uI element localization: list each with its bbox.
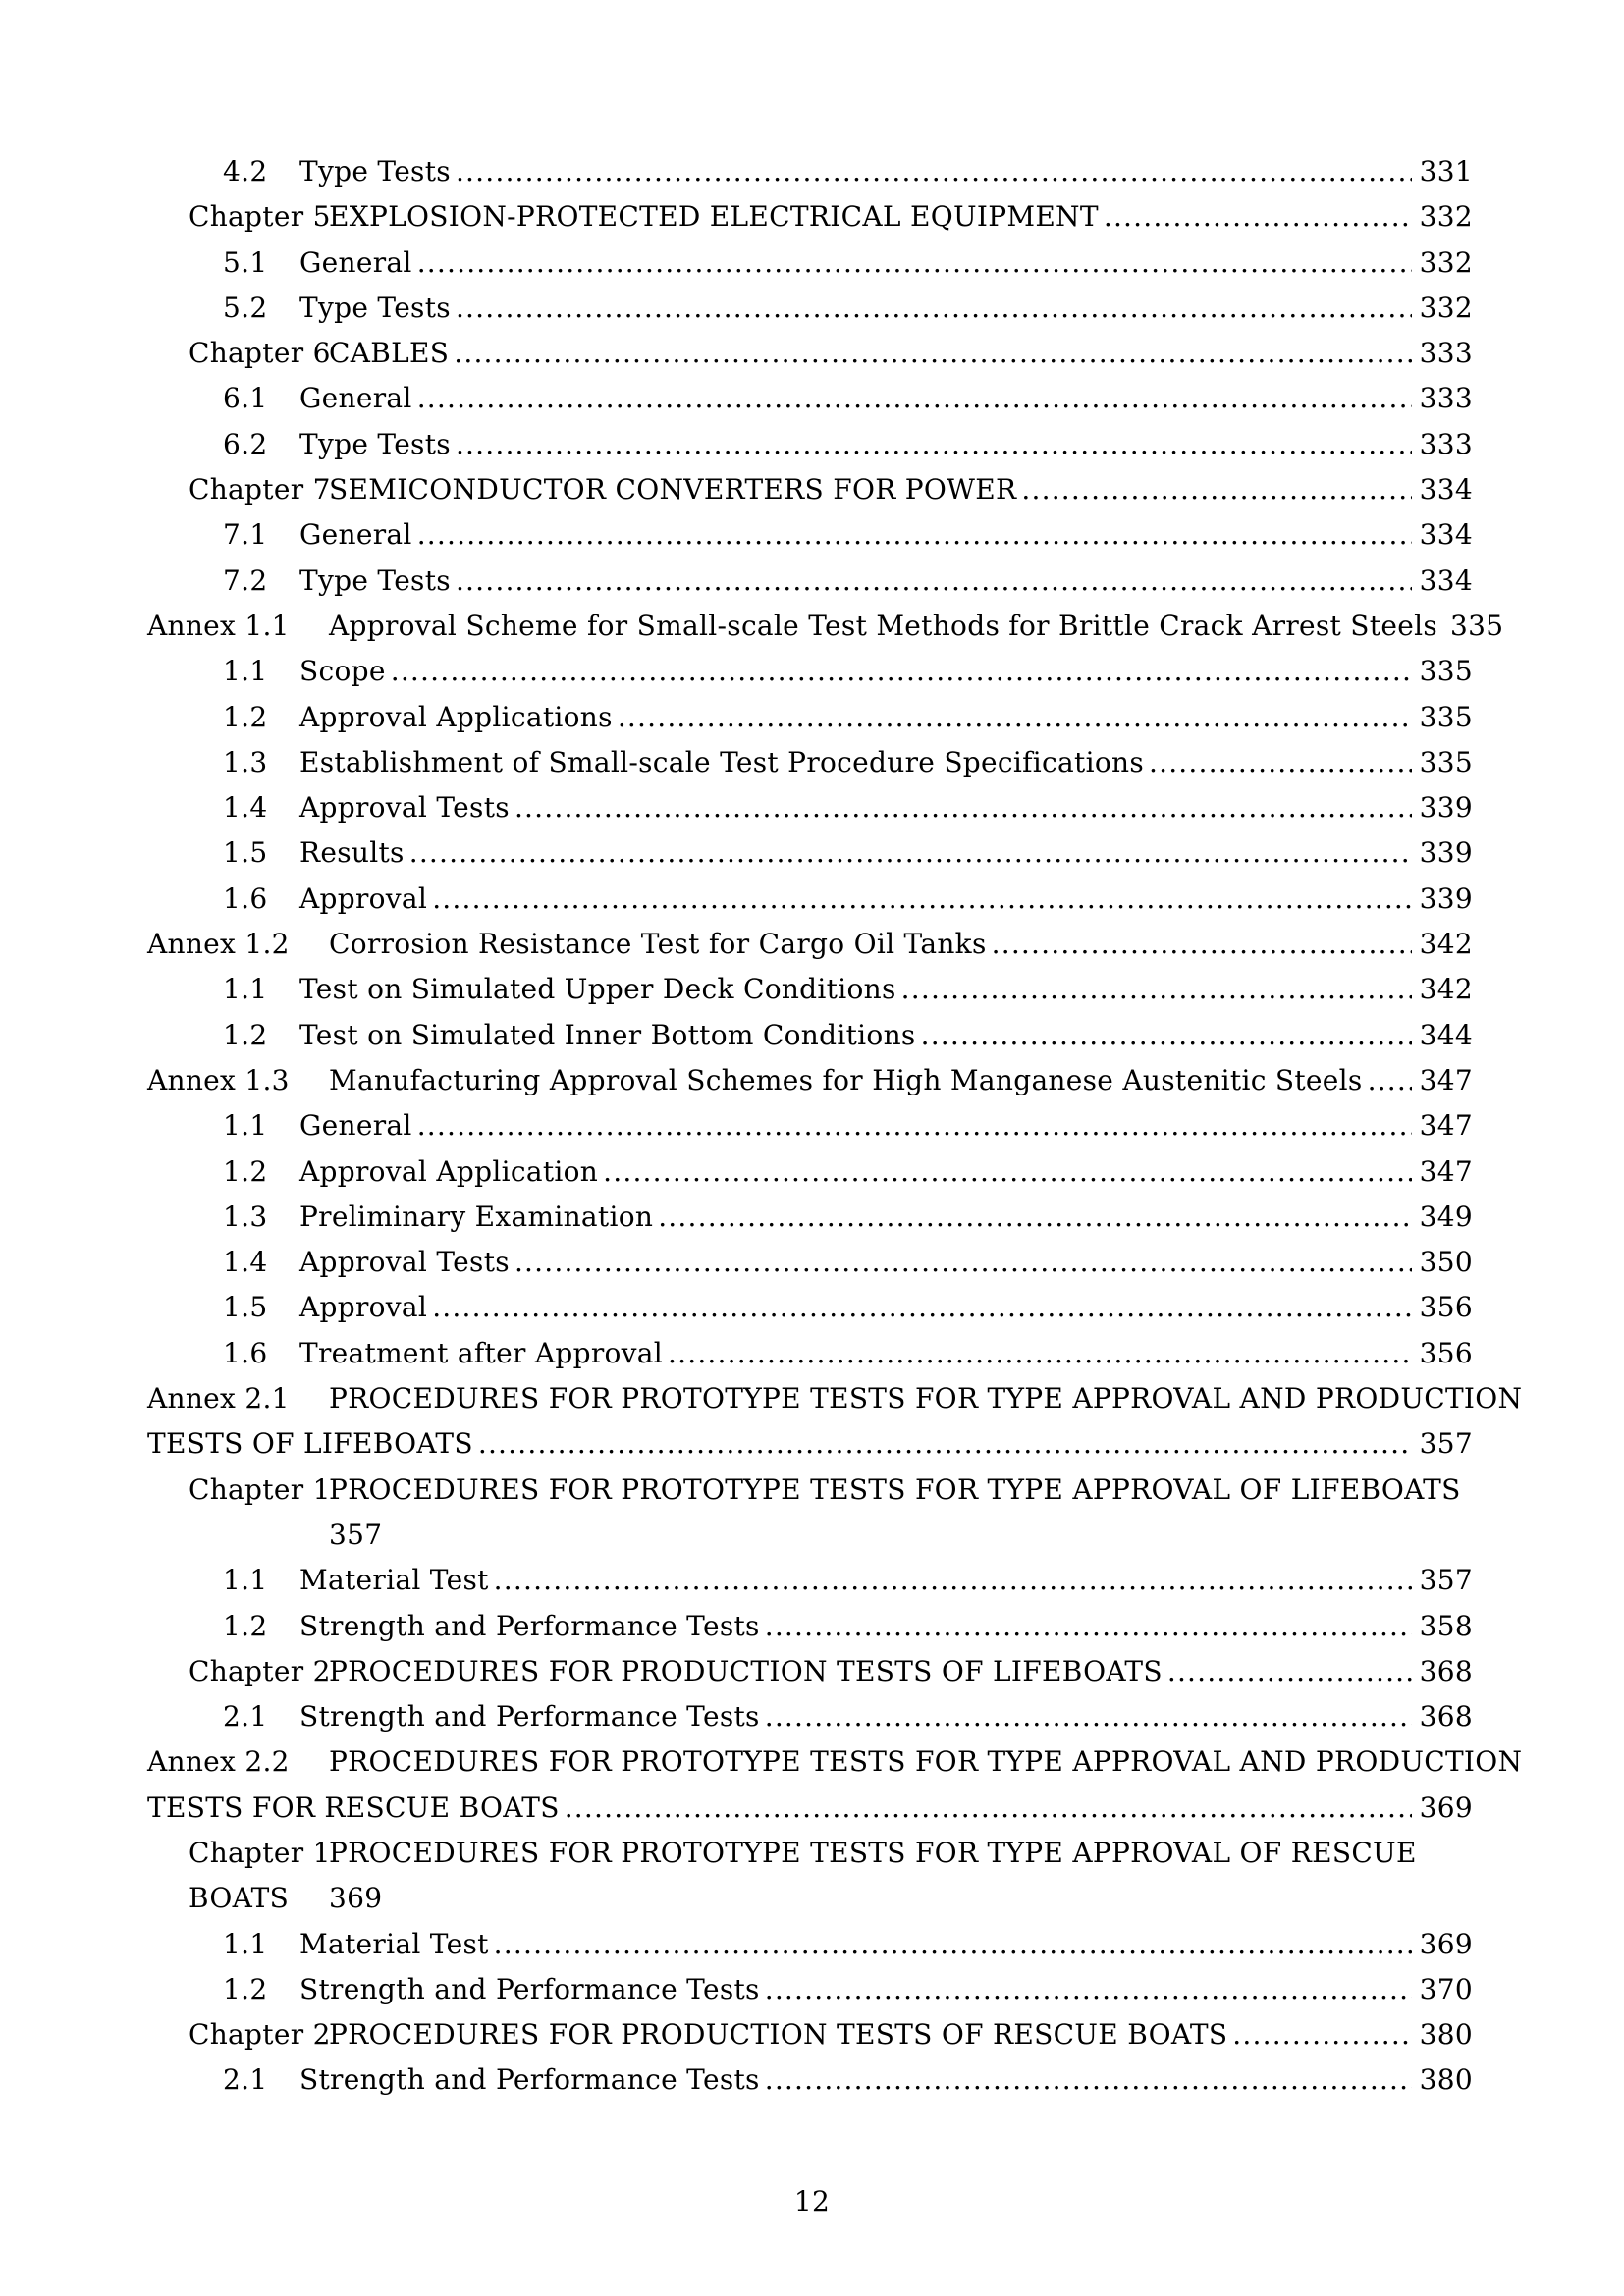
toc-entry-page: 332 bbox=[1419, 291, 1473, 324]
toc-entry-page: 335 bbox=[1450, 609, 1504, 642]
toc-entry-title: Strength and Performance Tests bbox=[299, 1609, 760, 1642]
toc-entry-page: 356 bbox=[1419, 1291, 1473, 1324]
dot-leader bbox=[901, 967, 1412, 1012]
dot-leader bbox=[417, 1103, 1412, 1148]
toc-entry-label: 6.1 bbox=[223, 382, 268, 415]
dot-leader bbox=[494, 1558, 1412, 1603]
toc-entry-label: 1.2 bbox=[223, 700, 268, 733]
toc-entry-label: 1.2 bbox=[223, 1972, 268, 2005]
toc-entry[interactable] bbox=[147, 512, 1473, 558]
page-number: 12 bbox=[793, 2185, 831, 2217]
table-of-contents bbox=[147, 149, 1523, 2104]
toc-entry-page: 344 bbox=[1419, 1018, 1473, 1051]
toc-entry-title: TESTS FOR RESCUE BOATS bbox=[147, 1790, 560, 1824]
toc-entry-title: Approval Application bbox=[299, 1154, 599, 1188]
toc-entry-label: Chapter 6 bbox=[189, 337, 331, 370]
toc-entry-title: Material Test bbox=[299, 1927, 489, 1960]
toc-entry-page: 331 bbox=[1419, 155, 1473, 187]
toc-entry-page: 335 bbox=[1419, 745, 1473, 778]
toc-entry-label: Annex 1.1 bbox=[147, 609, 290, 642]
toc-entry-page: 357 bbox=[1419, 1564, 1473, 1597]
toc-entry-title-continued: BOATS bbox=[189, 1882, 290, 1915]
page-footer bbox=[0, 2185, 1624, 2218]
toc-entry-label: 1.1 bbox=[223, 1927, 268, 1960]
toc-entry[interactable] bbox=[147, 740, 1473, 785]
toc-entry-page: 368 bbox=[1419, 1700, 1473, 1734]
toc-entry-page: 333 bbox=[1419, 427, 1473, 460]
dot-leader bbox=[1368, 1058, 1412, 1103]
dot-leader bbox=[992, 922, 1412, 967]
dot-leader bbox=[765, 1694, 1412, 1739]
toc-entry-page: 349 bbox=[1419, 1200, 1473, 1233]
toc-entry[interactable] bbox=[147, 1694, 1473, 1739]
dot-leader bbox=[514, 785, 1412, 830]
toc-entry[interactable] bbox=[147, 1786, 1473, 1831]
toc-entry-page: 335 bbox=[1419, 700, 1473, 733]
toc-entry-title: Approval Tests bbox=[299, 1246, 510, 1279]
toc-entry-title: PROCEDURES FOR PROTOTYPE TESTS FOR TYPE APPROVAL OF LIFEBOATS bbox=[329, 1472, 1461, 1506]
toc-entry[interactable] bbox=[147, 1376, 1523, 1421]
toc-entry-page: 369 bbox=[329, 1882, 383, 1915]
toc-entry[interactable] bbox=[147, 2057, 1473, 2103]
toc-entry-label: 1.2 bbox=[223, 1609, 268, 1642]
dot-leader bbox=[417, 376, 1412, 421]
toc-entry-label: 1.6 bbox=[223, 881, 268, 915]
toc-entry-page: 335 bbox=[1419, 655, 1473, 688]
toc-entry-label: Chapter 2 bbox=[189, 1654, 331, 1687]
toc-entry-page: 332 bbox=[1419, 200, 1473, 234]
toc-entry-page: 339 bbox=[1419, 881, 1473, 915]
toc-entry-title: PROCEDURES FOR PROTOTYPE TESTS FOR TYPE APPROVAL OF RESCUE bbox=[329, 1836, 1417, 1869]
toc-entry-page: 333 bbox=[1419, 337, 1473, 370]
toc-entry[interactable] bbox=[147, 240, 1473, 286]
toc-entry-title: Results bbox=[299, 836, 405, 870]
dot-leader bbox=[417, 240, 1412, 286]
toc-entry[interactable] bbox=[147, 1922, 1473, 1967]
toc-entry-page: 334 bbox=[1419, 563, 1473, 597]
toc-entry-title: Treatment after Approval bbox=[299, 1336, 664, 1369]
toc-entry-title: SEMICONDUCTOR CONVERTERS FOR POWER bbox=[329, 473, 1017, 507]
toc-entry-label: 1.1 bbox=[223, 973, 268, 1006]
toc-entry[interactable] bbox=[147, 1831, 1473, 1876]
toc-entry[interactable] bbox=[147, 194, 1473, 240]
toc-entry-title: PROCEDURES FOR PRODUCTION TESTS OF LIFEBOATS bbox=[329, 1654, 1163, 1687]
toc-entry[interactable] bbox=[147, 1013, 1473, 1058]
dot-leader bbox=[456, 422, 1412, 467]
toc-entry-title: General bbox=[299, 1109, 412, 1143]
toc-entry-label: 2.1 bbox=[223, 1700, 268, 1734]
toc-entry[interactable] bbox=[147, 695, 1473, 740]
toc-entry-title: Manufacturing Approval Schemes for High Manganese Austenitic Steels bbox=[329, 1063, 1363, 1096]
dot-leader bbox=[618, 695, 1412, 740]
toc-entry-page: 339 bbox=[1419, 836, 1473, 870]
dot-leader bbox=[765, 1967, 1412, 2012]
toc-entry-label: 1.1 bbox=[223, 655, 268, 688]
toc-entry-page: 369 bbox=[1419, 1927, 1473, 1960]
toc-entry-title: Approval bbox=[299, 881, 428, 915]
toc-entry-title: PROCEDURES FOR PROTOTYPE TESTS FOR TYPE APPROVAL AND PRODUCTION bbox=[329, 1745, 1523, 1779]
toc-entry-label: 1.2 bbox=[223, 1018, 268, 1051]
dot-leader bbox=[921, 1013, 1412, 1058]
toc-entry-title: Approval Tests bbox=[299, 791, 510, 825]
toc-entry[interactable] bbox=[147, 559, 1473, 604]
toc-entry[interactable] bbox=[147, 1468, 1473, 1513]
toc-entry-title: General bbox=[299, 245, 412, 279]
toc-entry[interactable] bbox=[147, 1103, 1473, 1148]
toc-entry-label: 5.2 bbox=[223, 291, 268, 324]
toc-entry[interactable] bbox=[147, 649, 1473, 694]
toc-entry-page: 350 bbox=[1419, 1246, 1473, 1279]
toc-entry-label: 2.1 bbox=[223, 2063, 268, 2097]
toc-entry-page: 356 bbox=[1419, 1336, 1473, 1369]
toc-entry-label: Chapter 2 bbox=[189, 2018, 331, 2052]
dot-leader bbox=[765, 2057, 1412, 2103]
toc-entry-page: 347 bbox=[1419, 1109, 1473, 1143]
dot-leader bbox=[409, 830, 1412, 876]
toc-entry-label: Chapter 5 bbox=[189, 200, 331, 234]
toc-entry-label: Annex 1.3 bbox=[147, 1063, 290, 1096]
toc-entry-label: 1.1 bbox=[223, 1564, 268, 1597]
toc-entry-page: 347 bbox=[1419, 1063, 1473, 1096]
toc-entry-title: Approval Scheme for Small-scale Test Methods for Brittle Crack Arrest Steels bbox=[329, 609, 1437, 642]
toc-entry-page: 347 bbox=[1419, 1154, 1473, 1188]
dot-leader bbox=[514, 1240, 1412, 1285]
toc-entry-page: 368 bbox=[1419, 1654, 1473, 1687]
dot-leader bbox=[391, 649, 1412, 694]
toc-entry-label: 4.2 bbox=[223, 155, 268, 187]
toc-entry-label: 1.4 bbox=[223, 1246, 268, 1279]
toc-entry[interactable] bbox=[147, 785, 1473, 830]
toc-entry-page: 370 bbox=[1419, 1972, 1473, 2005]
dot-leader bbox=[565, 1786, 1412, 1831]
toc-entry-title: Type Tests bbox=[299, 563, 451, 597]
toc-entry-page: 358 bbox=[1419, 1609, 1473, 1642]
toc-entry-title: Scope bbox=[299, 655, 386, 688]
toc-entry-label: Annex 2.1 bbox=[147, 1382, 290, 1415]
toc-entry[interactable] bbox=[147, 149, 1473, 194]
dot-leader bbox=[456, 286, 1412, 331]
toc-entry[interactable] bbox=[147, 1967, 1473, 2012]
dot-leader bbox=[658, 1195, 1411, 1240]
dot-leader bbox=[1021, 467, 1411, 512]
toc-entry-page: 339 bbox=[1419, 791, 1473, 825]
toc-entry-page: 369 bbox=[1419, 1790, 1473, 1824]
toc-entry[interactable] bbox=[147, 1058, 1473, 1103]
dot-leader bbox=[603, 1149, 1412, 1195]
toc-entry-title: Approval Applications bbox=[299, 700, 613, 733]
dot-leader bbox=[1232, 2012, 1411, 2057]
toc-entry-title: Preliminary Examination bbox=[299, 1200, 654, 1233]
toc-entry-label: 1.3 bbox=[223, 745, 268, 778]
toc-entry-label: Annex 1.2 bbox=[147, 928, 290, 961]
dot-leader bbox=[478, 1421, 1412, 1467]
dot-leader bbox=[417, 512, 1412, 558]
toc-entry-title: PROCEDURES FOR PRODUCTION TESTS OF RESCUE BOATS bbox=[329, 2018, 1228, 2052]
toc-entry-label: Chapter 7 bbox=[189, 473, 331, 507]
dot-leader bbox=[456, 149, 1412, 194]
toc-entry[interactable] bbox=[147, 286, 1473, 331]
toc-entry-title: Test on Simulated Inner Bottom Conditions bbox=[299, 1018, 916, 1051]
toc-entry-label: 1.3 bbox=[223, 1200, 268, 1233]
toc-entry[interactable] bbox=[147, 331, 1473, 376]
dot-leader bbox=[432, 1285, 1411, 1330]
toc-entry[interactable] bbox=[147, 1240, 1473, 1285]
dot-leader bbox=[456, 559, 1412, 604]
toc-entry-label: 1.2 bbox=[223, 1154, 268, 1188]
dot-leader bbox=[454, 331, 1411, 376]
toc-entry-title: CABLES bbox=[329, 337, 450, 370]
dot-leader bbox=[1149, 740, 1412, 785]
toc-entry[interactable] bbox=[147, 922, 1473, 967]
toc-entry[interactable] bbox=[147, 1421, 1473, 1467]
toc-entry-label: 6.2 bbox=[223, 427, 268, 460]
toc-entry-page: 357 bbox=[1419, 1427, 1473, 1461]
toc-entry-page: 334 bbox=[1419, 518, 1473, 552]
toc-entry-label: 1.4 bbox=[223, 791, 268, 825]
toc-entry-title: General bbox=[299, 518, 412, 552]
toc-entry[interactable] bbox=[147, 967, 1473, 1012]
toc-entry-page: 380 bbox=[1419, 2063, 1473, 2097]
toc-entry-title: Strength and Performance Tests bbox=[299, 2063, 760, 2097]
dot-leader bbox=[432, 877, 1411, 922]
toc-entry[interactable] bbox=[147, 1649, 1473, 1694]
toc-entry-label: 1.1 bbox=[223, 1109, 268, 1143]
toc-entry-title: Strength and Performance Tests bbox=[299, 1972, 760, 2005]
toc-entry-label: Chapter 1 bbox=[189, 1472, 331, 1506]
toc-entry-label: Chapter 1 bbox=[189, 1836, 331, 1869]
toc-entry-page: 342 bbox=[1419, 928, 1473, 961]
toc-entry[interactable] bbox=[147, 1331, 1473, 1376]
toc-entry-title: TESTS OF LIFEBOATS bbox=[147, 1427, 473, 1461]
toc-entry-label: 7.2 bbox=[223, 563, 268, 597]
toc-entry-title: Type Tests bbox=[299, 155, 451, 187]
toc-entry[interactable] bbox=[147, 467, 1473, 512]
toc-entry[interactable] bbox=[147, 2012, 1473, 2057]
dot-leader bbox=[668, 1331, 1412, 1376]
toc-entry-page: 333 bbox=[1419, 382, 1473, 415]
toc-entry-label: 7.1 bbox=[223, 518, 268, 552]
toc-entry-page: 342 bbox=[1419, 973, 1473, 1006]
toc-entry[interactable] bbox=[147, 1195, 1473, 1240]
toc-entry[interactable] bbox=[147, 1285, 1473, 1330]
toc-entry[interactable] bbox=[147, 1513, 1473, 1558]
toc-entry-label: 1.5 bbox=[223, 836, 268, 870]
dot-leader bbox=[1167, 1649, 1412, 1694]
toc-entry-label: 1.6 bbox=[223, 1336, 268, 1369]
toc-entry-title: Strength and Performance Tests bbox=[299, 1700, 760, 1734]
toc-entry-label: 5.1 bbox=[223, 245, 268, 279]
dot-leader bbox=[494, 1922, 1412, 1967]
toc-entry-title: EXPLOSION-PROTECTED ELECTRICAL EQUIPMENT bbox=[329, 200, 1099, 234]
toc-entry-title: Corrosion Resistance Test for Cargo Oil Tanks bbox=[329, 928, 987, 961]
toc-entry-page: 380 bbox=[1419, 2018, 1473, 2052]
toc-entry[interactable] bbox=[147, 1604, 1473, 1649]
toc-entry[interactable] bbox=[147, 830, 1473, 876]
toc-entry-label: 1.5 bbox=[223, 1291, 268, 1324]
toc-entry[interactable] bbox=[147, 877, 1473, 922]
toc-entry-title: Establishment of Small-scale Test Procedure Specifications bbox=[299, 745, 1144, 778]
toc-entry[interactable] bbox=[147, 422, 1473, 467]
toc-entry-page: 357 bbox=[329, 1518, 383, 1551]
dot-leader bbox=[765, 1604, 1412, 1649]
toc-entry-title: Test on Simulated Upper Deck Conditions bbox=[299, 973, 896, 1006]
toc-entry-title: Approval bbox=[299, 1291, 428, 1324]
toc-entry-title: Type Tests bbox=[299, 291, 451, 324]
toc-entry[interactable] bbox=[147, 1876, 1473, 1921]
toc-entry[interactable] bbox=[147, 376, 1473, 421]
toc-entry-title: Type Tests bbox=[299, 427, 451, 460]
toc-entry-title: PROCEDURES FOR PROTOTYPE TESTS FOR TYPE APPROVAL AND PRODUCTION bbox=[329, 1382, 1523, 1415]
toc-entry[interactable] bbox=[147, 604, 1504, 649]
toc-entry[interactable] bbox=[147, 1558, 1473, 1603]
toc-entry-page: 332 bbox=[1419, 245, 1473, 279]
toc-entry-page: 334 bbox=[1419, 473, 1473, 507]
toc-entry[interactable] bbox=[147, 1149, 1473, 1195]
toc-entry-title: General bbox=[299, 382, 412, 415]
toc-entry[interactable] bbox=[147, 1739, 1523, 1785]
toc-entry-label: Annex 2.2 bbox=[147, 1745, 290, 1779]
dot-leader bbox=[1104, 194, 1412, 240]
toc-entry-title: Material Test bbox=[299, 1564, 489, 1597]
